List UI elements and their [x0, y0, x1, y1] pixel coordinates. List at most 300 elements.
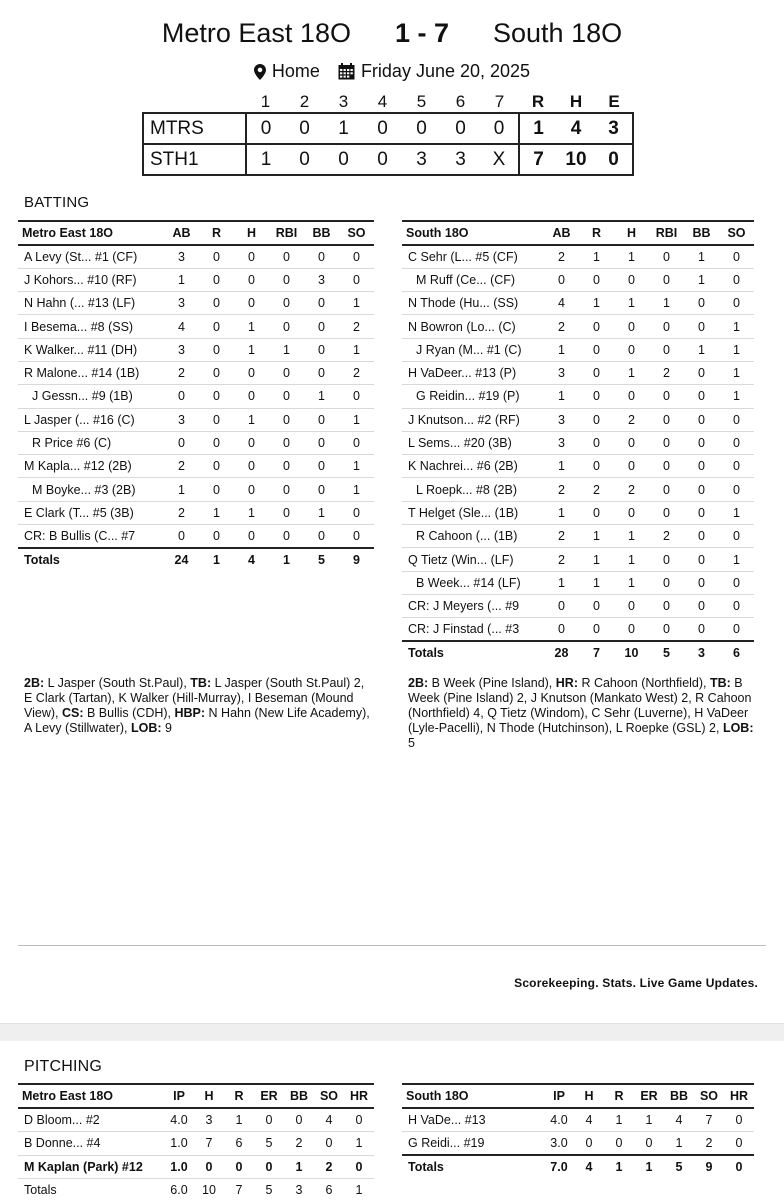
table-header-row [18, 1084, 374, 1108]
stat-cell: 0 [544, 268, 579, 291]
linescore-team: MTRS [143, 113, 246, 144]
stat-cell: 1 [614, 292, 649, 315]
totals-cell: 1 [604, 1155, 634, 1179]
player-name: CR: J Finstad (... #3 [402, 618, 544, 641]
stat-cell: 0 [269, 525, 304, 548]
stat-cell: 1 [719, 338, 754, 361]
note-text: L Jasper (South St.Paul) 2, E Clark (Tartan), K Walker (Hill-Murray), I Beseman (Mound View), [24, 676, 365, 720]
stat-cell: 0 [304, 478, 339, 501]
totals-cell: 6 [314, 1179, 344, 1200]
stat-cell: 1 [544, 338, 579, 361]
stat-cell: 0 [199, 268, 234, 291]
inning-header: 6 [455, 91, 466, 111]
stat-cell: 1 [234, 338, 269, 361]
player-name: CR: J Meyers (... #9 [402, 594, 544, 617]
totals-cell: 1 [269, 548, 304, 571]
stat-cell: 1 [604, 1108, 634, 1132]
stat-cell: 1 [579, 525, 614, 548]
stat-cell: 0 [684, 292, 719, 315]
stat-cell: 1 [579, 245, 614, 268]
column-header: SO [339, 221, 374, 245]
stat-cell: 0 [614, 455, 649, 478]
stat-cell: 0 [199, 292, 234, 315]
batting-section-title: BATTING [24, 194, 90, 211]
linescore-row [143, 144, 633, 175]
stat-cell: 1 [164, 268, 199, 291]
linescore-header-row [143, 91, 633, 113]
pitching-section-title: PITCHING [24, 1058, 103, 1075]
stat-cell: 0 [684, 525, 719, 548]
column-header: ER [634, 1084, 664, 1108]
runs-total: 7 [519, 144, 557, 175]
totals-row [402, 1155, 754, 1179]
section-separator [0, 1023, 784, 1041]
stat-cell: 0 [649, 431, 684, 454]
stat-cell: 1 [234, 315, 269, 338]
linescore-row [143, 113, 633, 144]
stat-cell: 0 [269, 501, 304, 524]
totals-label: Totals [18, 1179, 164, 1200]
column-header: RBI [269, 221, 304, 245]
table-row [18, 431, 374, 454]
hits-total: 4 [557, 113, 595, 144]
stat-cell: 1 [649, 292, 684, 315]
stat-cell: 1 [339, 292, 374, 315]
stat-cell: 4 [314, 1108, 344, 1132]
stat-cell: 0 [719, 408, 754, 431]
stat-cell: 5 [254, 1132, 284, 1156]
player-name: Q Tietz (Win... (LF) [402, 548, 544, 571]
stat-cell: 1 [269, 338, 304, 361]
stat-cell: 0 [719, 292, 754, 315]
totals-cell: 7 [579, 641, 614, 664]
inning-score: 1 [246, 144, 285, 175]
stat-cell: 2 [544, 245, 579, 268]
player-name: N Bowron (Lo... (C) [402, 315, 544, 338]
column-header: H [234, 221, 269, 245]
stat-cell: 1 [544, 501, 579, 524]
stat-cell: 0 [339, 245, 374, 268]
stat-cell: 0 [649, 594, 684, 617]
stat-cell: 0 [194, 1155, 224, 1179]
note-text: R Cahoon (Northfield), [577, 676, 710, 690]
stat-cell: 0 [649, 315, 684, 338]
player-name: J Ryan (M... #1 (C) [402, 338, 544, 361]
game-info-row [0, 61, 784, 82]
stat-cell: 0 [684, 385, 719, 408]
stat-cell: 1 [234, 501, 269, 524]
stat-cell: 4.0 [544, 1108, 574, 1132]
stat-cell: 3 [544, 431, 579, 454]
player-name: R Malone... #14 (1B) [18, 361, 164, 384]
stat-cell: 1 [579, 571, 614, 594]
stat-cell: 2 [164, 361, 199, 384]
stat-cell: 0 [269, 385, 304, 408]
player-name: K Walker... #11 (DH) [18, 338, 164, 361]
totals-cell: 10 [194, 1179, 224, 1200]
table-row [402, 268, 754, 291]
player-name: D Bloom... #2 [18, 1108, 164, 1132]
column-header: H [614, 221, 649, 245]
home-team-name: South 18O [493, 18, 623, 48]
note-label: TB: [190, 676, 212, 690]
stat-cell: 0 [579, 315, 614, 338]
stat-cell: 0 [684, 618, 719, 641]
table-row [18, 315, 374, 338]
table-row [402, 501, 754, 524]
stat-cell: 0 [339, 501, 374, 524]
player-name: B Donne... #4 [18, 1132, 164, 1156]
stat-cell: 0 [719, 245, 754, 268]
inning-score: 3 [402, 144, 441, 175]
totals-cell: 3 [284, 1179, 314, 1200]
away-pitching-table [18, 1083, 374, 1200]
stat-cell: 0 [649, 408, 684, 431]
stat-cell: 1 [614, 245, 649, 268]
stat-cell: 2 [164, 501, 199, 524]
totals-cell: 6 [719, 641, 754, 664]
table-row [18, 338, 374, 361]
player-name: N Thode (Hu... (SS) [402, 292, 544, 315]
stat-cell: 0 [199, 408, 234, 431]
stat-cell: 1 [719, 315, 754, 338]
stat-cell: 0 [614, 338, 649, 361]
stat-cell: 0 [269, 431, 304, 454]
stat-cell: 0 [269, 361, 304, 384]
player-name: G Reidi... #19 [402, 1132, 544, 1156]
table-row [402, 525, 754, 548]
note-label: HBP: [174, 706, 206, 720]
column-header: BB [684, 221, 719, 245]
stat-cell: 0 [724, 1108, 754, 1132]
location-text: Home [271, 61, 320, 81]
totals-cell: 6.0 [164, 1179, 194, 1200]
stat-cell: 4 [664, 1108, 694, 1132]
stat-cell: 0 [604, 1132, 634, 1156]
runs-header: R [531, 91, 545, 111]
stat-cell: 1 [684, 268, 719, 291]
table-row [18, 455, 374, 478]
column-header: SO [314, 1084, 344, 1108]
note-label: 2B: [408, 676, 429, 690]
player-name: K Nachrei... #6 (2B) [402, 455, 544, 478]
stat-cell: 0 [719, 525, 754, 548]
stat-cell: 0 [234, 478, 269, 501]
player-name: M Boyke... #3 (2B) [18, 478, 164, 501]
table-row [18, 361, 374, 384]
stat-cell: 0 [339, 431, 374, 454]
player-name: E Clark (T... #5 (3B) [18, 501, 164, 524]
stat-cell: 0 [724, 1132, 754, 1156]
away-team-name: Metro East 18O [161, 18, 351, 48]
stat-cell: 2 [614, 408, 649, 431]
stat-cell: 1 [339, 408, 374, 431]
stat-cell: 1 [614, 571, 649, 594]
totals-label: Totals [18, 548, 164, 571]
stat-cell: 1 [344, 1132, 374, 1156]
stat-cell: 3 [544, 408, 579, 431]
player-name: H VaDe... #13 [402, 1108, 544, 1132]
totals-cell: 5 [254, 1179, 284, 1200]
stat-cell: 1.0 [164, 1132, 194, 1156]
map-pin-icon [254, 64, 266, 80]
stat-cell: 0 [304, 338, 339, 361]
inning-header: 3 [338, 91, 349, 111]
note-text: 5 [408, 736, 415, 750]
totals-cell: 1 [634, 1155, 664, 1179]
stat-cell: 0 [579, 594, 614, 617]
player-name: B Week... #14 (LF) [402, 571, 544, 594]
inning-score: 0 [285, 144, 324, 175]
table-row [18, 525, 374, 548]
column-header: HR [344, 1084, 374, 1108]
stat-cell: 0 [649, 455, 684, 478]
stat-cell: 1 [199, 501, 234, 524]
stat-cell: 0 [614, 618, 649, 641]
totals-cell: 4 [574, 1155, 604, 1179]
stat-cell: 0 [719, 594, 754, 617]
stat-cell: 0 [684, 361, 719, 384]
inning-header: 4 [377, 91, 388, 111]
stat-cell: 4.0 [164, 1108, 194, 1132]
table-row [18, 245, 374, 268]
totals-label: Totals [402, 641, 544, 664]
errors-total: 0 [595, 144, 633, 175]
stat-cell: 1 [614, 361, 649, 384]
inning-header: 5 [416, 91, 427, 111]
stat-cell: 0 [649, 268, 684, 291]
table-row [402, 245, 754, 268]
stat-cell: 0 [234, 455, 269, 478]
stat-cell: 2 [614, 478, 649, 501]
stat-cell: 0 [684, 548, 719, 571]
player-name: J Gessn... #9 (1B) [18, 385, 164, 408]
inning-score: 0 [441, 113, 480, 144]
totals-cell: 0 [724, 1155, 754, 1179]
table-row [402, 338, 754, 361]
totals-label: Totals [402, 1155, 544, 1179]
player-name: G Reidin... #19 (P) [402, 385, 544, 408]
stat-cell: 0 [339, 525, 374, 548]
note-label: LOB: [722, 721, 754, 735]
stat-cell: 0 [224, 1155, 254, 1179]
stat-cell: 2 [579, 478, 614, 501]
table-row [402, 361, 754, 384]
stat-cell: 4 [544, 292, 579, 315]
inning-score: 0 [363, 113, 402, 144]
totals-row [402, 641, 754, 664]
stat-cell: 7 [194, 1132, 224, 1156]
linescore-team: STH1 [143, 144, 246, 175]
team-name-header: South 18O [402, 1084, 544, 1108]
stat-cell: 0 [649, 338, 684, 361]
stat-cell: 4 [164, 315, 199, 338]
table-row [18, 1132, 374, 1156]
player-name: M Kaplan (Park) #12 [18, 1155, 164, 1179]
player-name: H VaDeer... #13 (P) [402, 361, 544, 384]
errors-total: 3 [595, 113, 633, 144]
stat-cell: 0 [269, 292, 304, 315]
stat-cell: 1 [304, 385, 339, 408]
stat-cell: 0 [164, 431, 199, 454]
date-info [338, 61, 530, 82]
stat-cell: 0 [269, 268, 304, 291]
stat-cell: 0 [199, 245, 234, 268]
table-row [18, 1155, 374, 1179]
table-header-row [402, 1084, 754, 1108]
title-row [0, 18, 784, 49]
note-text: 9 [161, 721, 172, 735]
table-row [402, 571, 754, 594]
note-text: B Week (Pine Island) 2, J Knutson (Mankato West) 2, R Cahoon (Northfield) 4, Q Tietz (Windom), C Sehr (Luverne), H VaDeer (Lyle-Pacelli), N Thode (Hutchinson), L Roepke (GSL) 2, [408, 676, 752, 735]
team-name-header: Metro East 18O [18, 221, 164, 245]
column-header: RBI [649, 221, 684, 245]
stat-cell: 1 [234, 408, 269, 431]
column-header: HR [724, 1084, 754, 1108]
player-name: T Helget (Sle... (1B) [402, 501, 544, 524]
table-row [402, 431, 754, 454]
stat-cell: 0 [649, 501, 684, 524]
stat-cell: 0 [254, 1155, 284, 1179]
stat-cell: 0 [164, 525, 199, 548]
player-name: R Price #6 (C) [18, 431, 164, 454]
table-header-row [18, 221, 374, 245]
stat-cell: 0 [579, 268, 614, 291]
stat-cell: 0 [269, 478, 304, 501]
stat-cell: 0 [684, 571, 719, 594]
totals-cell: 10 [614, 641, 649, 664]
player-name: M Ruff (Ce... (CF) [402, 268, 544, 291]
stat-cell: 1 [304, 501, 339, 524]
inning-score: X [480, 144, 519, 175]
stat-cell: 0 [199, 431, 234, 454]
column-header: BB [284, 1084, 314, 1108]
note-label: CS: [61, 706, 84, 720]
column-header: R [224, 1084, 254, 1108]
column-header: BB [304, 221, 339, 245]
stat-cell: 3 [164, 408, 199, 431]
stat-cell: 0 [684, 408, 719, 431]
player-name: I Besema... #8 (SS) [18, 315, 164, 338]
stat-cell: 2 [649, 525, 684, 548]
stat-cell: 0 [304, 525, 339, 548]
stat-cell: 1 [544, 571, 579, 594]
stat-cell: 1 [719, 548, 754, 571]
totals-cell: 7.0 [544, 1155, 574, 1179]
stat-cell: 0 [579, 431, 614, 454]
column-header: IP [544, 1084, 574, 1108]
stat-cell: 0 [269, 408, 304, 431]
stat-cell: 0 [234, 431, 269, 454]
column-header: SO [694, 1084, 724, 1108]
table-row [402, 408, 754, 431]
stat-cell: 1 [614, 548, 649, 571]
stat-cell: 0 [344, 1155, 374, 1179]
stat-cell: 0 [269, 315, 304, 338]
stat-cell: 0 [719, 455, 754, 478]
totals-cell: 5 [649, 641, 684, 664]
stat-cell: 0 [684, 455, 719, 478]
stat-cell: 1 [614, 525, 649, 548]
away-batting-notes [24, 676, 374, 736]
stat-cell: 0 [304, 431, 339, 454]
totals-row [18, 548, 374, 571]
totals-row [18, 1179, 374, 1200]
stat-cell: 0 [614, 594, 649, 617]
stat-cell: 0 [579, 618, 614, 641]
stat-cell: 0 [719, 431, 754, 454]
stat-cell: 1 [284, 1155, 314, 1179]
note-label: LOB: [130, 721, 162, 735]
totals-cell: 3 [684, 641, 719, 664]
stat-cell: 1 [634, 1108, 664, 1132]
table-row [402, 548, 754, 571]
table-row [18, 478, 374, 501]
stat-cell: 0 [684, 501, 719, 524]
hits-total: 10 [557, 144, 595, 175]
away-batting-table [18, 220, 374, 571]
totals-cell: 4 [234, 548, 269, 571]
inning-score: 3 [441, 144, 480, 175]
totals-cell: 5 [664, 1155, 694, 1179]
stat-cell: 0 [574, 1132, 604, 1156]
inning-score: 1 [324, 113, 363, 144]
table-row [402, 594, 754, 617]
stat-cell: 2 [544, 478, 579, 501]
player-name: R Cahoon (... (1B) [402, 525, 544, 548]
stat-cell: 0 [634, 1132, 664, 1156]
stat-cell: 0 [579, 408, 614, 431]
stat-cell: 2 [544, 548, 579, 571]
hits-header: H [569, 91, 583, 111]
column-header: AB [544, 221, 579, 245]
stat-cell: 2 [649, 361, 684, 384]
stat-cell: 0 [199, 361, 234, 384]
home-pitching-table [402, 1083, 754, 1179]
player-name: M Kapla... #12 (2B) [18, 455, 164, 478]
stat-cell: 1 [339, 338, 374, 361]
table-row [402, 618, 754, 641]
stat-cell: 2 [339, 315, 374, 338]
tagline: Scorekeeping. Stats. Live Game Updates. [514, 976, 758, 990]
player-name: L Roepk... #8 (2B) [402, 478, 544, 501]
stat-cell: 1 [684, 338, 719, 361]
stat-cell: 2 [544, 315, 579, 338]
stat-cell: 1 [544, 385, 579, 408]
stat-cell: 0 [234, 525, 269, 548]
stat-cell: 1 [224, 1108, 254, 1132]
errors-header: E [608, 91, 620, 111]
runs-total: 1 [519, 113, 557, 144]
stat-cell: 0 [199, 338, 234, 361]
stat-cell: 0 [684, 315, 719, 338]
stat-cell: 2 [339, 361, 374, 384]
inning-score: 0 [246, 113, 285, 144]
stat-cell: 7 [694, 1108, 724, 1132]
table-header-row [402, 221, 754, 245]
stat-cell: 2 [164, 455, 199, 478]
column-header: BB [664, 1084, 694, 1108]
totals-cell: 9 [339, 548, 374, 571]
player-name: J Kohors... #10 (RF) [18, 268, 164, 291]
inning-score: 0 [363, 144, 402, 175]
stat-cell: 3 [164, 338, 199, 361]
stat-cell: 3 [544, 361, 579, 384]
inning-header: 7 [494, 91, 505, 111]
stat-cell: 2 [284, 1132, 314, 1156]
table-row [402, 1132, 754, 1156]
stat-cell: 3 [194, 1108, 224, 1132]
